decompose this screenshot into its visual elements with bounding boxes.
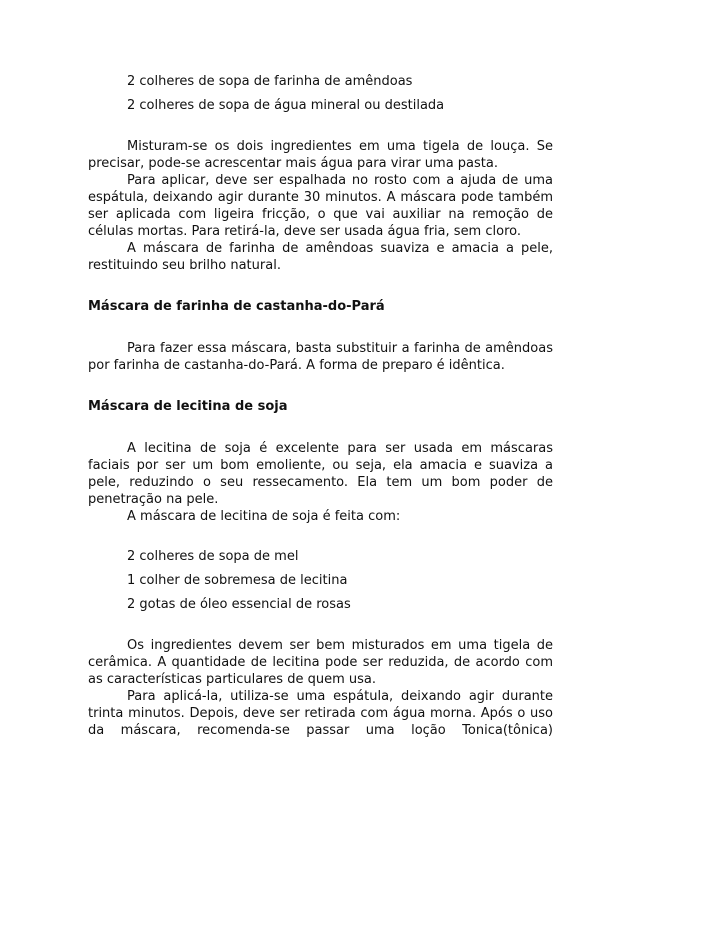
body-paragraph: A máscara de farinha de amêndoas suaviza e amacia a pele, restituindo seu brilho natural. [88,241,553,273]
body-paragraph: Para aplicá-la, utiliza-se uma espátula, deixando agir durante trinta minutos. Depois, deve ser retirada com água morna. Após o uso da máscara, recomenda-se passar uma loção Tonica(tônica) [88,689,553,738]
ingredient-item: 2 colheres de sopa de água mineral ou destilada [127,98,445,113]
body-paragraph: Para aplicar, deve ser espalhada no rosto com a ajuda de uma espátula, deixando agir durante 30 minutos. A máscara pode também ser aplicada com ligeira fricção, o que vai auxiliar na remoção de células mortas. Para retirá-la, deve ser usada água fria, sem cloro. [88,173,553,239]
ingredient-item: 2 colheres de sopa de mel [127,549,299,564]
ingredient-item: 1 colher de sobremesa de lecitina [127,573,348,588]
spacer [88,374,553,398]
spacer [88,416,553,440]
body-paragraph: Misturam-se os dois ingredientes em uma tigela de louça. Se precisar, pode-se acrescentar mais água para virar uma pasta. [88,139,553,171]
body-paragraph: A lecitina de soja é excelente para ser usada em máscaras faciais por ser um bom emoliente, ou seja, ela amacia e suaviza a pele, reduzindo o seu ressecamento. Ela tem um bom poder de penetração na pele. [88,441,553,507]
spacer [88,274,553,298]
section-heading-castanha: Máscara de farinha de castanha-do-Pará [88,299,385,314]
ingredient-item: 2 colheres de sopa de farinha de amêndoas [127,74,413,89]
ingredient-item: 2 gotas de óleo essencial de rosas [127,597,351,612]
body-paragraph: Os ingredientes devem ser bem misturados em uma tigela de cerâmica. A quantidade de lecitina pode ser reduzida, de acordo com as características particulares de quem usa. [88,638,553,687]
body-paragraph: A máscara de lecitina de soja é feita com: [127,509,401,524]
spacer [88,617,553,637]
spacer [88,316,553,340]
document-page [88,70,553,739]
body-paragraph: Para fazer essa máscara, basta substituir a farinha de amêndoas por farinha de castanha-do-Pará. A forma de preparo é idêntica. [88,341,553,373]
spacer [88,525,553,545]
spacer [88,118,553,138]
section-heading-lecitina: Máscara de lecitina de soja [88,399,288,414]
